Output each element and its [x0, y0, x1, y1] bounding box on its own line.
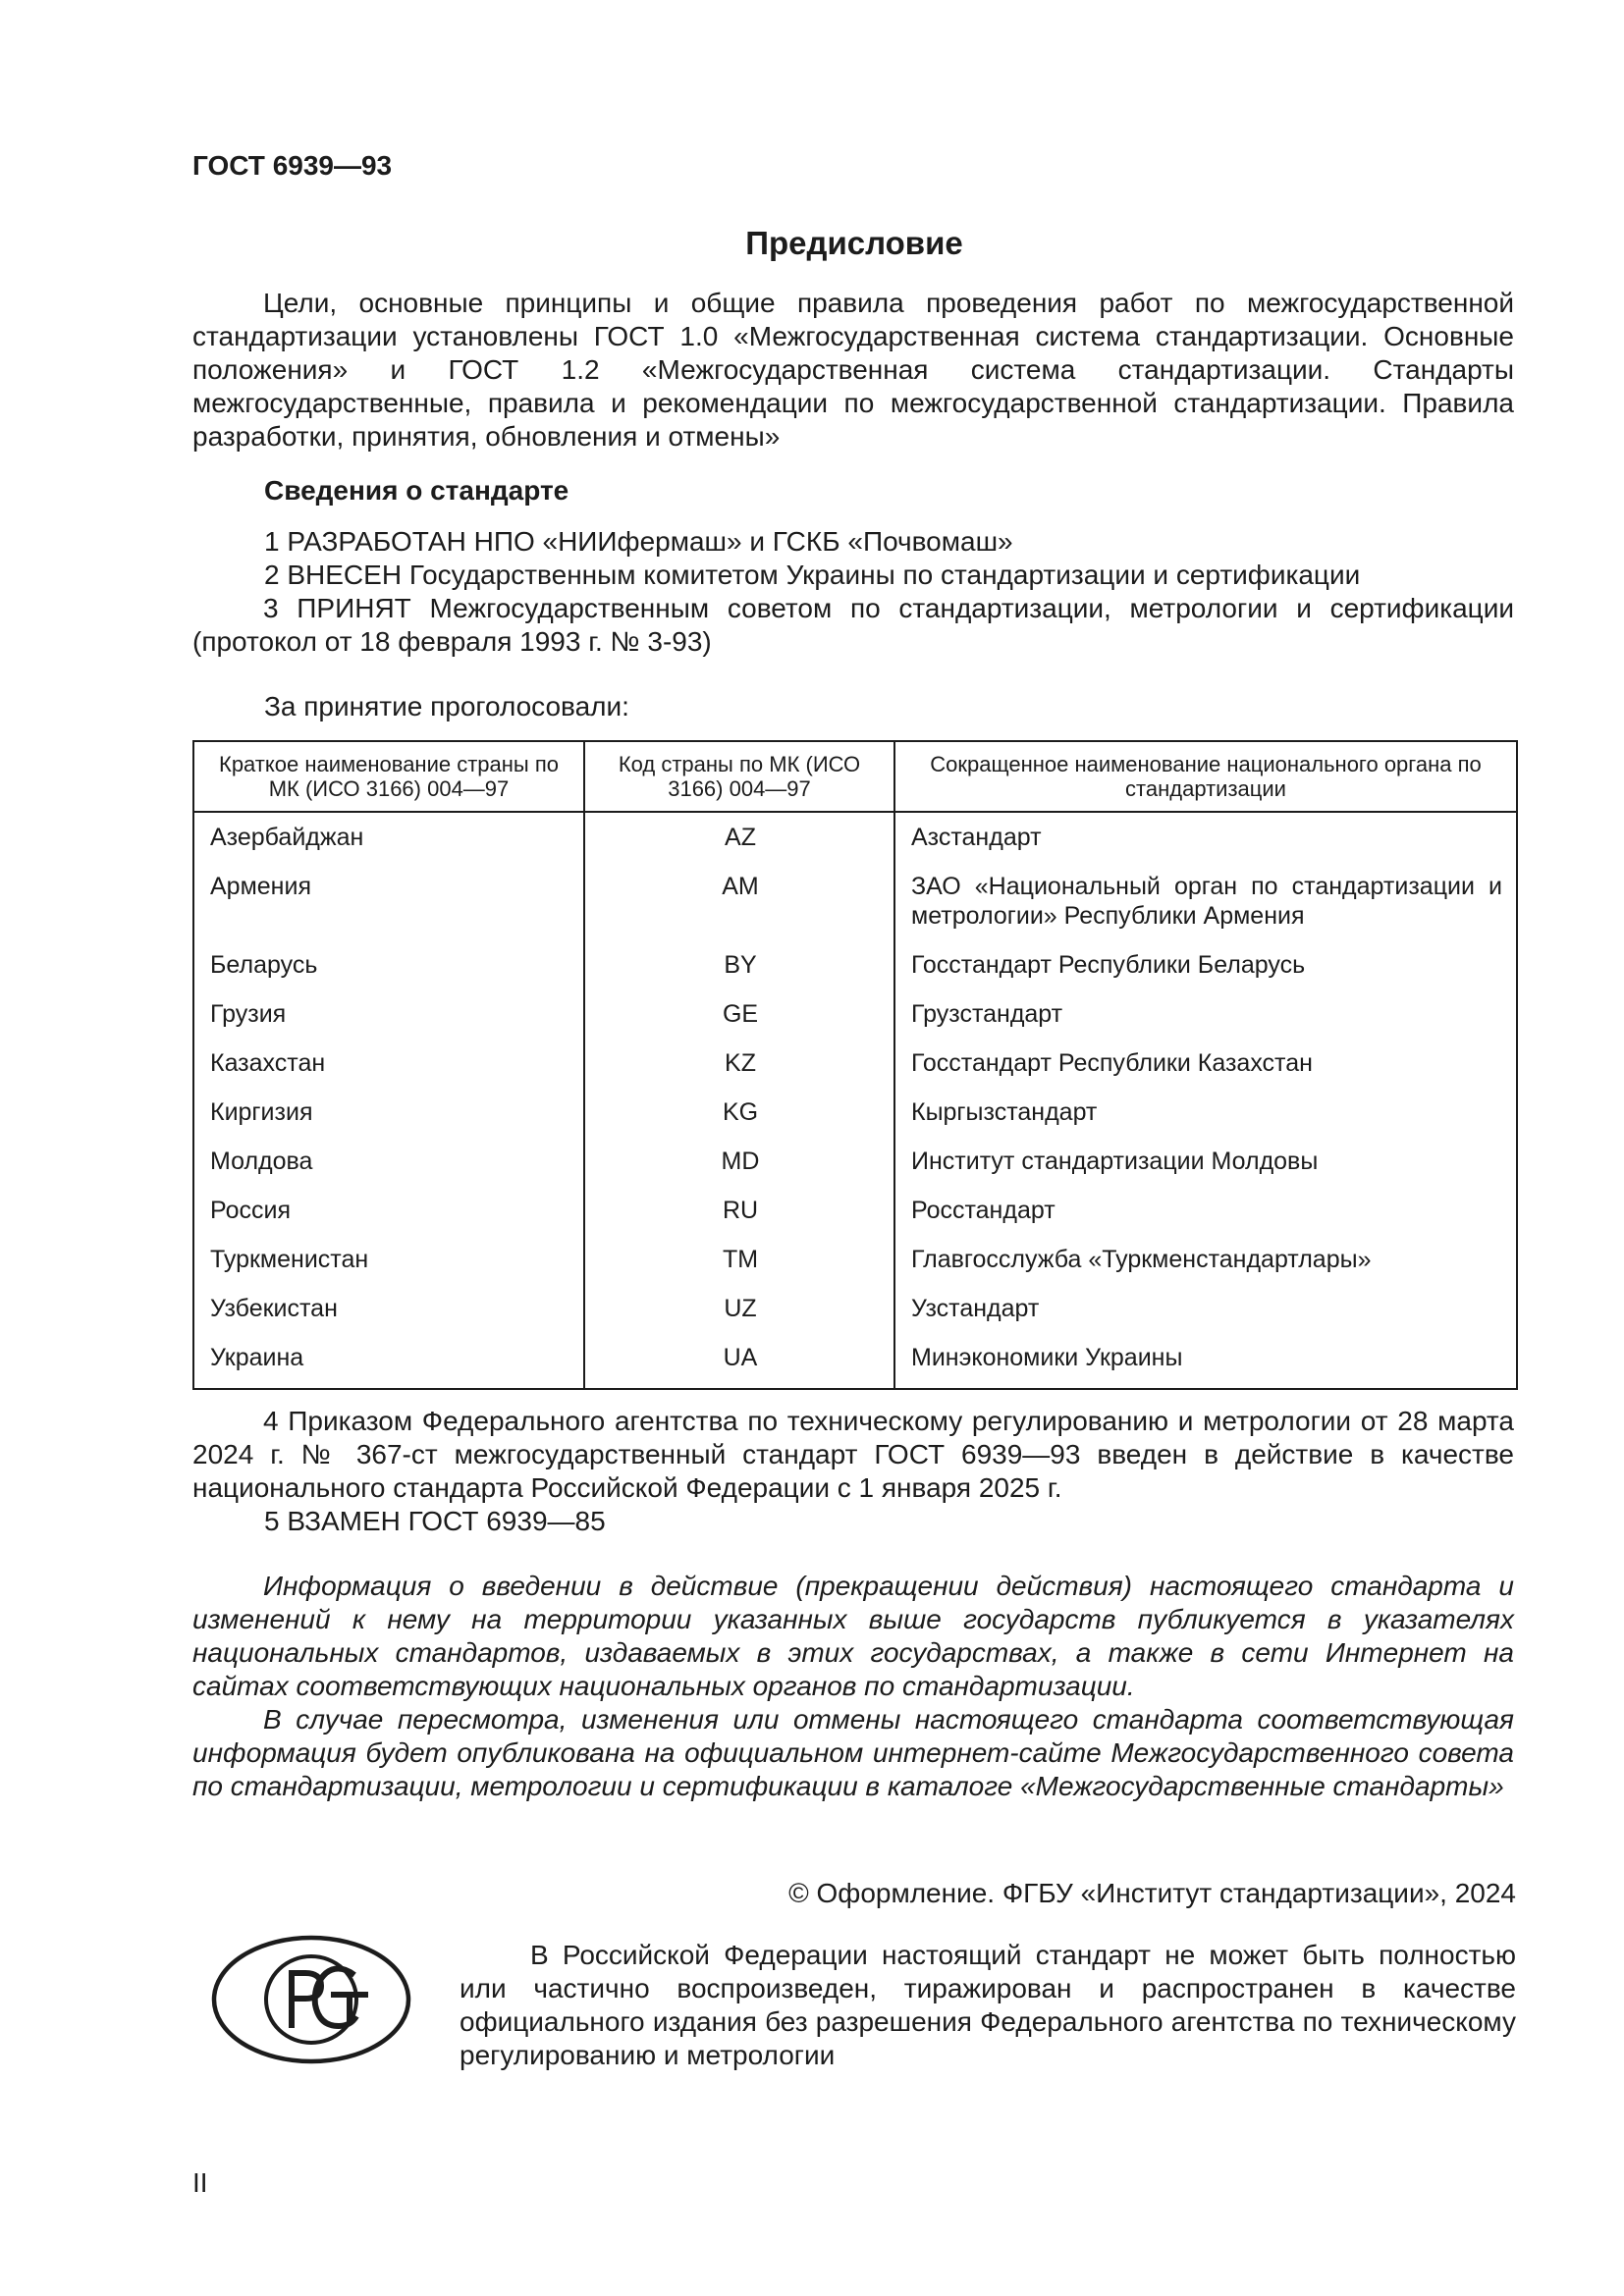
body-cell: Институт стандартизации Молдовы: [894, 1139, 1517, 1188]
code-cell: KG: [584, 1090, 894, 1139]
code-cell: UA: [584, 1335, 894, 1389]
foreword-intro: Цели, основные принципы и общие правила проведения работ по межгосударственной стандартизации установлены ГОСТ 1.0 «Межгосударственная система стандартизации. Основные положения» и ГОСТ 1.2 «Межгосударственная система стандартизации. Стандарты межгосударственные, правила и рекомендации по межгосударственной стандартизации. Правила разработки, принятия, обновления и отмены»: [192, 288, 1514, 452]
standard-code: ГОСТ 6939—93: [192, 150, 393, 181]
standard-info-heading: Сведения о стандарте: [264, 475, 569, 506]
voting-table: [192, 740, 1518, 1390]
page-title: Предисловие: [745, 225, 963, 261]
table-row: [193, 812, 1517, 864]
code-cell: MD: [584, 1139, 894, 1188]
code-cell: GE: [584, 991, 894, 1041]
table-row: [193, 991, 1517, 1041]
column-header-code: Код страны по МК (ИСО 3166) 004—97: [584, 741, 894, 812]
table-row: [193, 1237, 1517, 1286]
table-row: [193, 942, 1517, 991]
info-item-4: 4 Приказом Федерального агентства по техническому регулированию и метрологии от 28 марта 2024 г. № 367-ст межгосударственный стандарт ГОСТ 6939—93 введен в действие в качестве национального стандарта Российской Федерации с 1 января 2025 г.: [192, 1406, 1514, 1503]
body-cell: Узстандарт: [894, 1286, 1517, 1335]
info-item-5: 5 ВЗАМЕН ГОСТ 6939—85: [264, 1506, 606, 1536]
code-cell: KZ: [584, 1041, 894, 1090]
notice-text: В Российской Федерации настоящий стандарт не может быть полностью или частично воспроизведен, тиражирован и распространен в качестве официального издания без разрешения Федерального агентства по техническому регулированию и метрологии: [460, 1940, 1516, 2070]
revision-info-paragraph: В случае пересмотра, изменения или отмены настоящего стандарта соответствующая информация будет опубликована на официальном интернет-сайте Межгосударственного совета по стандартизации, метрологии и сертификации в каталоге «Межгосударственные стандарты»: [192, 1704, 1514, 1801]
country-cell: Узбекистан: [193, 1286, 584, 1335]
body-cell: Грузстандарт: [894, 991, 1517, 1041]
country-cell: Армения: [193, 864, 584, 942]
page-number: II: [192, 2167, 208, 2198]
column-header-body: Сокращенное наименование национального органа по стандартизации: [894, 741, 1517, 812]
body-cell: Госстандарт Республики Казахстан: [894, 1041, 1517, 1090]
country-cell: Украина: [193, 1335, 584, 1389]
country-cell: Казахстан: [193, 1041, 584, 1090]
code-cell: AM: [584, 864, 894, 942]
body-cell: Минэкономики Украины: [894, 1335, 1517, 1389]
info-item-3: 3 ПРИНЯТ Межгосударственным советом по стандартизации, метрологии и сертификации (протокол от 18 февраля 1993 г. № 3-93): [192, 593, 1514, 657]
copyright-line: © Оформление. ФГБУ «Институт стандартизации», 2024: [788, 1878, 1516, 1908]
code-cell: UZ: [584, 1286, 894, 1335]
table-row: [193, 1335, 1517, 1389]
table-row: [193, 1286, 1517, 1335]
country-cell: Азербайджан: [193, 812, 584, 864]
code-cell: RU: [584, 1188, 894, 1237]
info-item-2: 2 ВНЕСЕН Государственным комитетом Украины по стандартизации и сертификации: [264, 560, 1361, 590]
voted-label: За принятие проголосовали:: [264, 691, 629, 721]
table-header-row: [193, 741, 1517, 812]
country-cell: Киргизия: [193, 1090, 584, 1139]
body-cell: Росстандарт: [894, 1188, 1517, 1237]
pct-certification-mark-icon: [211, 1934, 412, 2066]
table-row: [193, 1139, 1517, 1188]
body-cell: Азстандарт: [894, 812, 1517, 864]
table-row: [193, 864, 1517, 942]
country-cell: Туркменистан: [193, 1237, 584, 1286]
country-cell: Беларусь: [193, 942, 584, 991]
table-row: [193, 1041, 1517, 1090]
body-cell: Госстандарт Республики Беларусь: [894, 942, 1517, 991]
body-cell: Главгосслужба «Туркменстандартлары»: [894, 1237, 1517, 1286]
body-cell: ЗАО «Национальный орган по стандартизации и метрологии» Республики Армения: [894, 864, 1517, 942]
code-cell: BY: [584, 942, 894, 991]
country-cell: Грузия: [193, 991, 584, 1041]
publication-info-paragraph: Информация о введении в действие (прекращении действия) настоящего стандарта и изменений к нему на территории указанных выше государств публикуется в указателях национальных стандартов, издаваемых в этих государствах, а также в сети Интернет на сайтах соответствующих национальных органов по стандартизации.: [192, 1571, 1514, 1701]
reproduction-notice: [460, 1939, 1516, 2072]
table-row: [193, 1188, 1517, 1237]
body-cell: Кыргызстандарт: [894, 1090, 1517, 1139]
country-cell: Россия: [193, 1188, 584, 1237]
info-item-1: 1 РАЗРАБОТАН НПО «НИИфермаш» и ГСКБ «Почвомаш»: [264, 526, 1013, 557]
country-cell: Молдова: [193, 1139, 584, 1188]
code-cell: AZ: [584, 812, 894, 864]
column-header-country: Краткое наименование страны по МК (ИСО 3166) 004—97: [193, 741, 584, 812]
table-row: [193, 1090, 1517, 1139]
code-cell: TM: [584, 1237, 894, 1286]
